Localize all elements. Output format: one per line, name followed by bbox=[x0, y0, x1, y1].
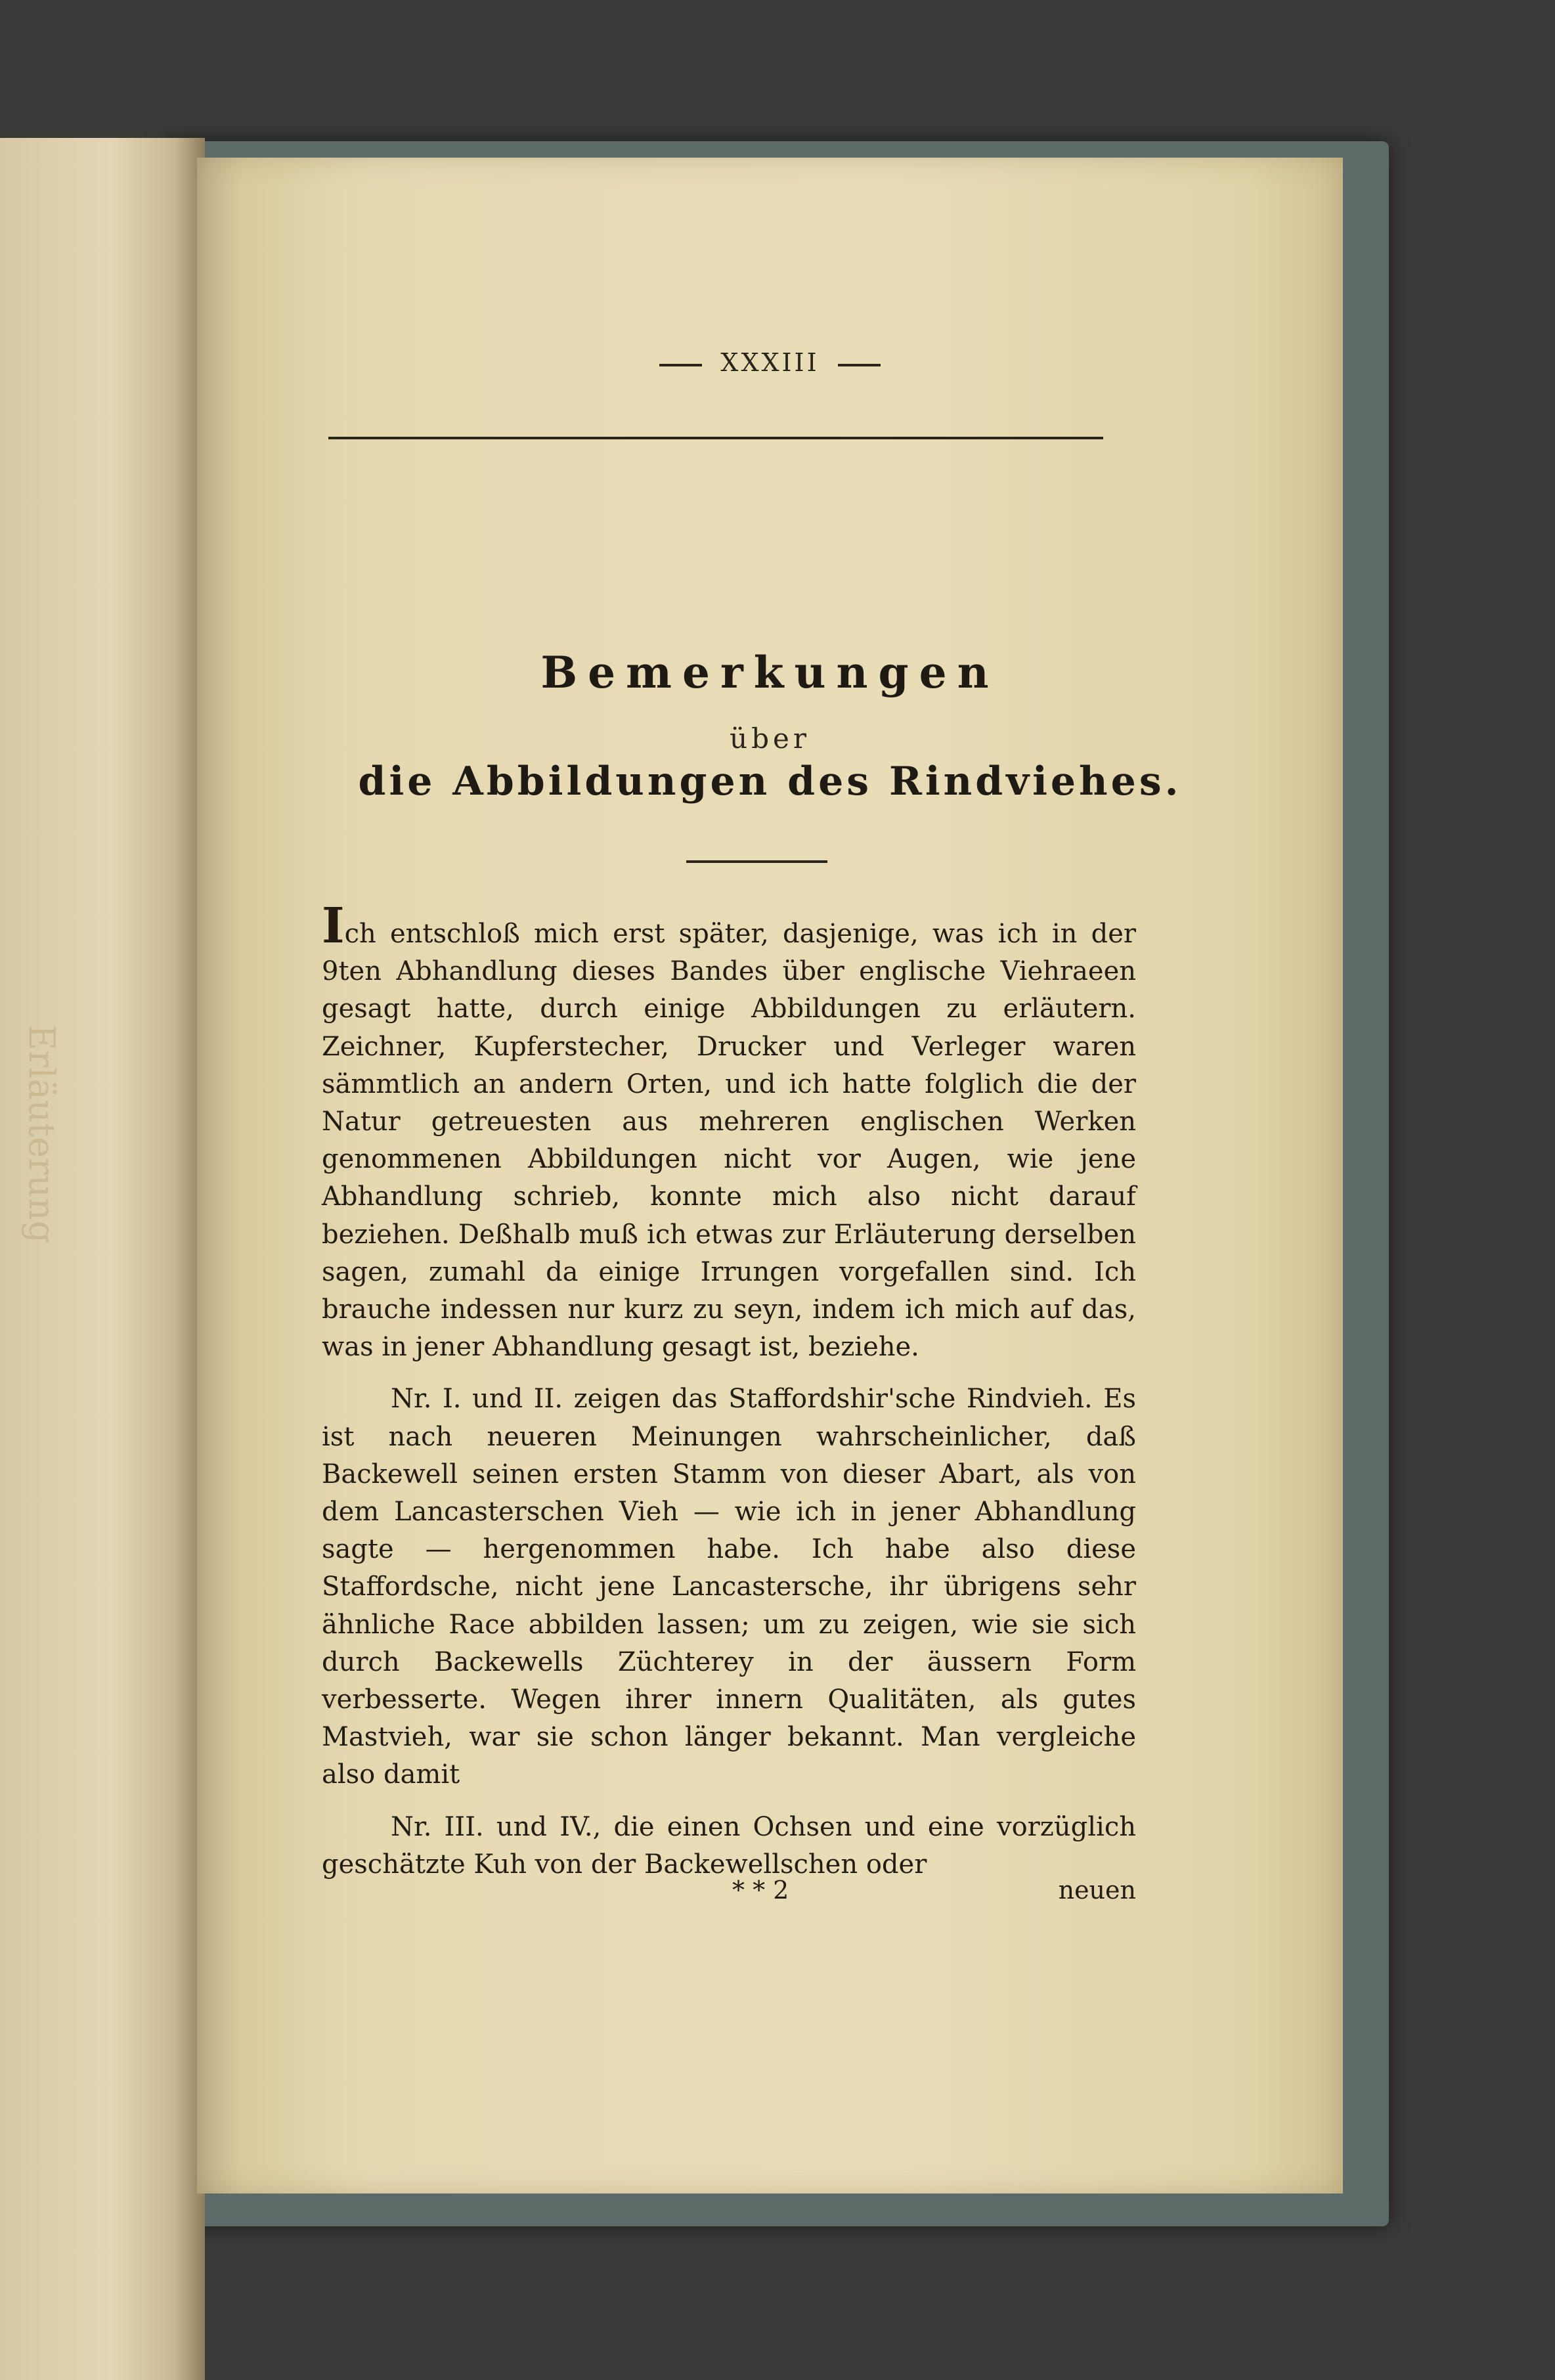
initial-letter: I bbox=[322, 898, 345, 954]
page-number bbox=[197, 348, 1343, 377]
page-number-text: XXXIII bbox=[720, 348, 820, 377]
page-number-dash-right bbox=[838, 364, 881, 366]
paragraph-1-text: ch entschloß mich erst später, dasjenige, was ich in der 9ten Abhandlung dieses Bandes über englische Viehraeen gesagt hatte, durch einige Abbildungen zu erläutern. Zeichner, Kupferstecher, Drucker und Verleger waren sämmtlich an andern Orten, und ich hatte folglich die der Natur getreuesten aus mehreren englischen Werken genommenen Abbildungen nicht vor Augen, wie jene Abhandlung schrieb, konnte mich also nicht darauf beziehen. Deßhalb muß ich etwas zur Erläuterung derselben sagen, zumahl da einige Irrungen vorgefallen sind. Ich brauche indessen nur kurz zu seyn, indem ich mich auf das, was in jener Abhandlung gesagt ist, beziehe. bbox=[322, 919, 1136, 1363]
page-footer bbox=[322, 1876, 1136, 1908]
right-page bbox=[197, 158, 1343, 2193]
section-title: Bemerkungen bbox=[540, 647, 999, 698]
title-divider bbox=[686, 860, 827, 863]
page-number-dash-left bbox=[659, 364, 702, 366]
header-rule bbox=[328, 437, 1103, 439]
section-subtitle: über bbox=[730, 722, 810, 755]
left-page-bleedthrough-text: Erläuterung bbox=[21, 1025, 62, 1244]
signature-mark: * * 2 bbox=[732, 1876, 789, 1905]
section-subtitle-line-2: die Abbildungen des Rindviehes. bbox=[358, 759, 1182, 804]
catchword: neuen bbox=[1058, 1876, 1136, 1905]
paragraph-3: Nr. III. und IV., die einen Ochsen und eine vorzüglich geschätzte Kuh von der Backewellschen oder bbox=[322, 1811, 1136, 1880]
left-page bbox=[0, 138, 205, 2380]
paragraph-2: Nr. I. und II. zeigen das Staffordshir'sche Rindvieh. Es ist nach neueren Meinungen wahrscheinlicher, daß Backewell seinen ersten Stamm von dieser Abart, als von dem Lancasterschen Vieh — wie ich in jener Abhandlung sagte — hergenommen habe. Ich habe also diese Staffordsche, nicht jene Lancastersche, ihr übrigens sehr ähnliche Race abbilden lassen; um zu zeigen, wie sie sich durch Backewells Züchterey in der äussern Form verbesserte. Wegen ihrer innern Qualitäten, als gutes Mastvieh, war sie schon länger bekannt. Man vergleiche also damit bbox=[322, 1384, 1136, 1790]
paragraph-1 bbox=[322, 898, 1136, 1366]
body-text bbox=[322, 898, 1136, 1884]
